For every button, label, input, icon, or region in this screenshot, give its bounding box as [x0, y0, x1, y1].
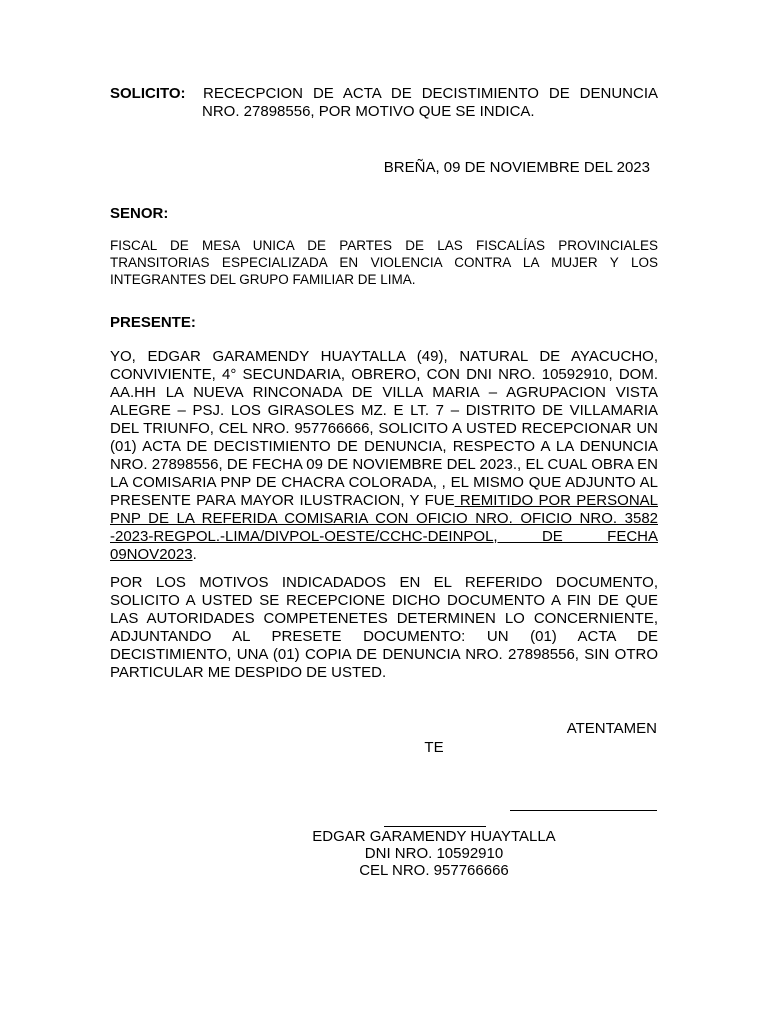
signature-dni: DNI NRO. 10592910 — [364, 845, 504, 862]
body-paragraph-1-underlined: REMITIDO POR PERSONAL PNP DE LA REFERIDA COMISARIA CON OFICIO NRO. OFICIO NRO. 3582 -2023-REGPOL.-LIMA/DIVPOL-OESTE/CCHC-DEINPOL, DE FECHA 09NOV2023 — [110, 492, 658, 563]
document-date: BREÑA, 09 DE NOVIEMBRE DEL 2023 — [383, 159, 650, 176]
closing-line-2: TE — [424, 739, 444, 756]
body-paragraph-1-text: YO, EDGAR GARAMENDY HUAYTALLA (49), NATURAL DE AYACUCHO, CONVIVIENTE, 4° SECUNDARIA, OBRERO, CON DNI NRO. 10592910, DOM. AA.HH LA NUEVA RINCONADA DE VILLA MARIA – AGRUPACION VISTA ALEGRE – PSJ. LOS GIRASOLES MZ. E LT. 7 – DISTRITO DE VILLAMARIA DEL TRIUNFO, CEL NRO. 957766666, SOLICITO A USTED RECEPCIONAR UN (01) ACTA DE DECISTIMIENTO DE DENUNCIA, RESPECTO A LA DENUNCIA NRO. 27898556, DE FECHA 09 DE NOVIEMBRE DEL 2023., EL CUAL OBRA EN LA COMISARIA PNP DE CHACRA COLORADA, , EL MISMO QUE ADJUNTO AL PRESENTE PARA MAYOR ILUSTRACION, Y FUE — [110, 348, 658, 509]
body-paragraph-1 — [110, 348, 658, 564]
subject-label: SOLICITO: — [110, 85, 186, 102]
subject-block — [110, 85, 658, 121]
signature-name: EDGAR GARAMENDY HUAYTALLA — [312, 828, 556, 845]
body-paragraph-1-end: . — [192, 546, 197, 563]
signature-line-short — [384, 826, 486, 827]
salutation: SENOR: — [110, 205, 169, 222]
signature-line-long — [510, 810, 657, 811]
subject-line-1: RECECPCION DE ACTA DE DECISTIMIENTO DE DENUNCIA — [203, 85, 658, 102]
signature-cel: CEL NRO. 957766666 — [359, 862, 509, 879]
presente-heading: PRESENTE: — [110, 314, 196, 331]
recipient: FISCAL DE MESA UNICA DE PARTES DE LAS FISCALÍAS PROVINCIALES TRANSITORIAS ESPECIALIZADA EN VIOLENCIA CONTRA LA MUJER Y LOS INTEGRANTES DEL GRUPO FAMILIAR DE LIMA. — [110, 238, 658, 287]
subject-line-2: NRO. 27898556, POR MOTIVO QUE SE INDICA. — [202, 103, 535, 120]
body-paragraph-2: POR LOS MOTIVOS INDICADADOS EN EL REFERIDO DOCUMENTO, SOLICITO A USTED SE RECEPCIONE DICHO DOCUMENTO A FIN DE QUE LAS AUTORIDADES COMPETENETES DETERMINEN LO CONCERNIENTE, ADJUNTANDO AL PRESETE DOCUMENTO: UN (01) ACTA DE DECISTIMIENTO, UNA (01) COPIA DE DENUNCIA NRO. 27898556, SIN OTRO PARTICULAR ME DESPIDO DE USTED. — [110, 574, 658, 681]
closing-line-1: ATENTAMEN — [566, 720, 657, 737]
